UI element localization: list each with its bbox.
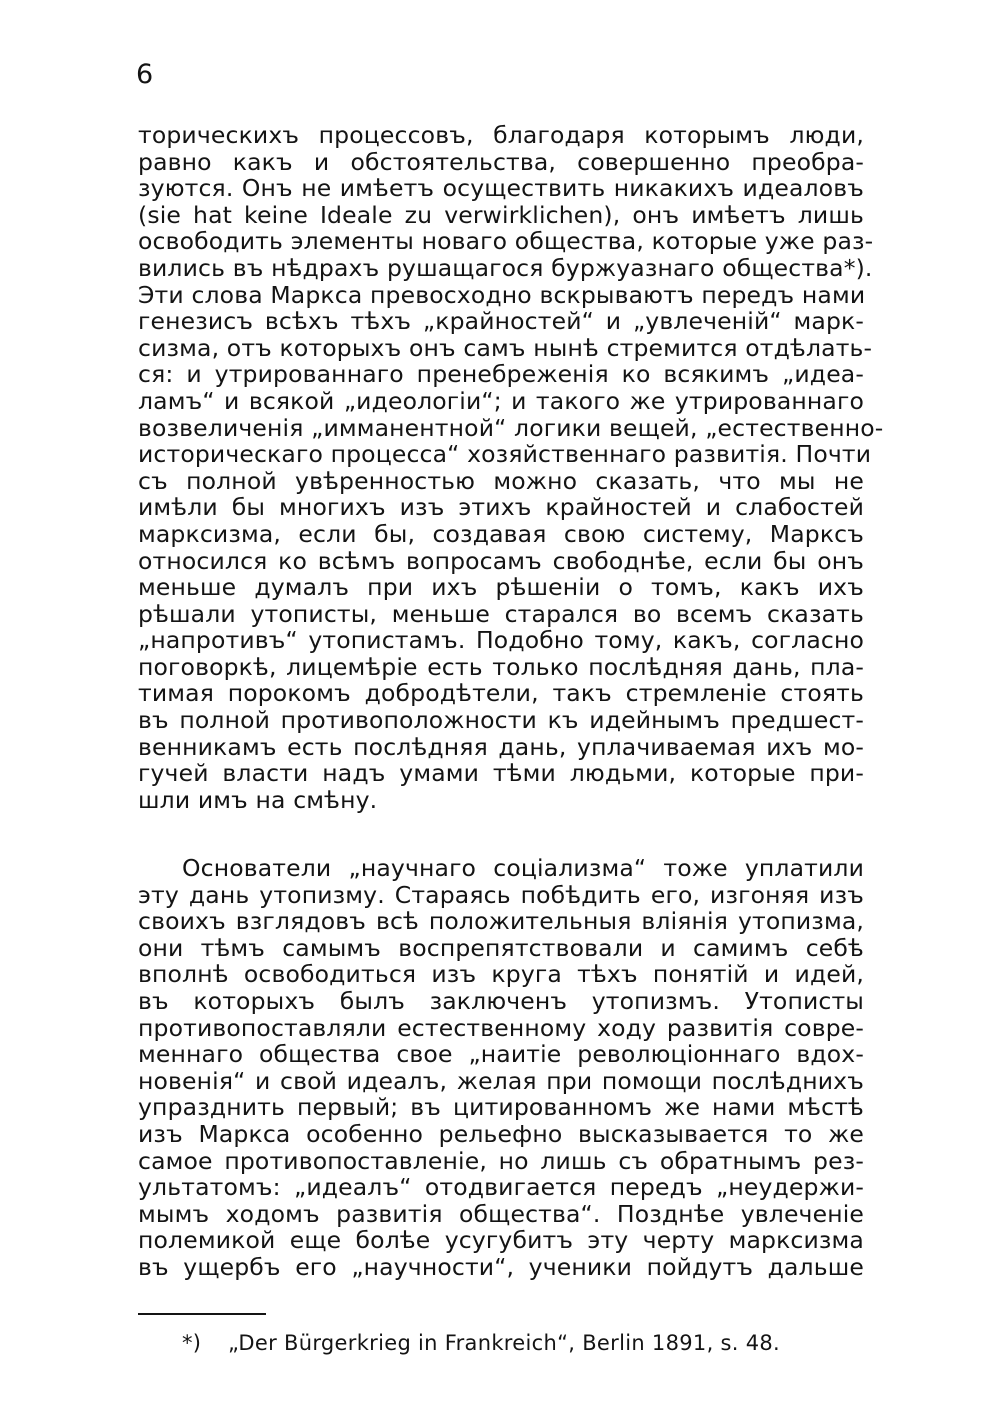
text-line: шли имъ на смѣну.: [138, 785, 378, 814]
text-line: венникамъ есть послѣдняя дань, уплачиваемая ихъ мо-: [138, 732, 864, 761]
text-line: поговоркѣ, лицемѣріе есть только послѣдняя дань, пла-: [138, 652, 864, 681]
text-line: новенія“ и свой идеалъ, желая при помощи послѣднихъ: [138, 1066, 864, 1095]
text-line: Эти слова Маркса превосходно вскрываютъ передъ нами: [138, 280, 866, 309]
text-line: съ полной увѣренностью можно сказать, что мы не: [138, 466, 864, 495]
text-line: въ ущербъ его „научности“, ученики пойдутъ дальше: [138, 1252, 864, 1281]
text-line: марксизма, если бы, создавая свою систему, Марксъ: [138, 519, 864, 548]
text-line: противопоставляли естественному ходу развитія совре-: [138, 1013, 864, 1042]
text-line: ультатомъ: „идеалъ“ отодвигается передъ „неудержи-: [138, 1173, 864, 1202]
text-line: меннаго общества свое „наитіе революціоннаго вдох-: [138, 1040, 864, 1069]
text-line: вполнѣ освободиться изъ круга тѣхъ понятій и идей,: [138, 960, 864, 989]
text-line: относился ко всѣмъ вопросамъ свободнѣе, если бы онъ: [138, 546, 864, 575]
text-line: сизма, отъ которыхъ онъ самъ нынѣ стремится отдѣлать-: [138, 333, 873, 362]
text-line: тимая порокомъ добродѣтели, такъ стремленіе стоять: [138, 679, 864, 708]
footnote: [182, 1330, 780, 1356]
text-line: изъ Маркса особенно рельефно высказывается то же: [138, 1119, 864, 1148]
text-line: торическихъ процессовъ, благодаря которымъ люди,: [138, 121, 864, 149]
text-line: эту дань утопизму. Стараясь побѣдить его, изгоняя изъ: [138, 880, 864, 909]
text-line: историческаго процесса“ хозяйственнаго развитія. Почти: [138, 440, 872, 469]
text-line: генезисъ всѣхъ тѣхъ „крайностей“ и „увлеченій“ марк-: [138, 307, 864, 336]
text-line: ся: и утрированнаго пренебреженія ко всякимъ „идеа-: [138, 360, 864, 389]
text-line: вились въ нѣдрахъ рушащагося буржуазнаго общества*).: [138, 253, 873, 282]
paragraph-2: [138, 855, 864, 1281]
text-line: меньше думалъ при ихъ рѣшеніи о томъ, какъ ихъ: [138, 573, 864, 602]
text-line: гучей власти надъ умами тѣми людьми, которые при-: [138, 759, 864, 788]
footnote-marker: *): [182, 1331, 202, 1355]
text-line: въ которыхъ былъ заключенъ утопизмъ. Утописты: [138, 986, 864, 1015]
text-line: они тѣмъ самымъ воспрепятствовали и самимъ себѣ: [138, 933, 864, 962]
text-line: Основатели „научнаго соціализма“ тоже уплатили: [182, 854, 864, 882]
paragraph-1: [138, 121, 884, 814]
text-line: возвеличенія „имманентной“ логики вещей, „естественно-: [138, 413, 884, 442]
text-line: зуются. Онъ не имѣетъ осуществить никакихъ идеаловъ: [138, 174, 864, 203]
text-line: упразднить первый; въ цитированномъ же нами мѣстѣ: [138, 1093, 864, 1122]
text-line: равно какъ и обстоятельства, совершенно преобра-: [138, 147, 864, 176]
text-line: освободить элементы новаго общества, которые уже раз-: [138, 227, 874, 256]
text-line: мымъ ходомъ развитія общества“. Позднѣе увлеченіе: [138, 1199, 864, 1228]
text-line: „напротивъ“ утопистамъ. Подобно тому, какъ, согласно: [138, 626, 864, 655]
text-line: своихъ взглядовъ всѣ положительныя вліянія утопизма,: [138, 907, 864, 936]
text-line: имѣли бы многихъ изъ этихъ крайностей и слабостей: [138, 493, 864, 522]
page-number: 6: [136, 59, 154, 90]
text-line: рѣшали утописты, меньше старался во всемъ сказать: [138, 599, 864, 628]
text-line: самое противопоставленіе, но лишь съ обратнымъ рез-: [138, 1146, 864, 1175]
text-line: (sie hat keine Ideale zu verwirklichen), онъ имѣетъ лишь: [138, 200, 864, 229]
text-line: полемикой еще болѣе усугубитъ эту черту марксизма: [138, 1226, 864, 1255]
text-line: въ полной противоположности къ идейнымъ предшест-: [138, 706, 864, 735]
text-line: ламъ“ и всякой „идеологіи“; и такого же утрированнаго: [138, 386, 864, 415]
footnote-divider: [138, 1313, 266, 1315]
footnote-text: „Der Bürgerkrieg in Frankreich“, Berlin 1891, s. 48.: [228, 1331, 781, 1355]
